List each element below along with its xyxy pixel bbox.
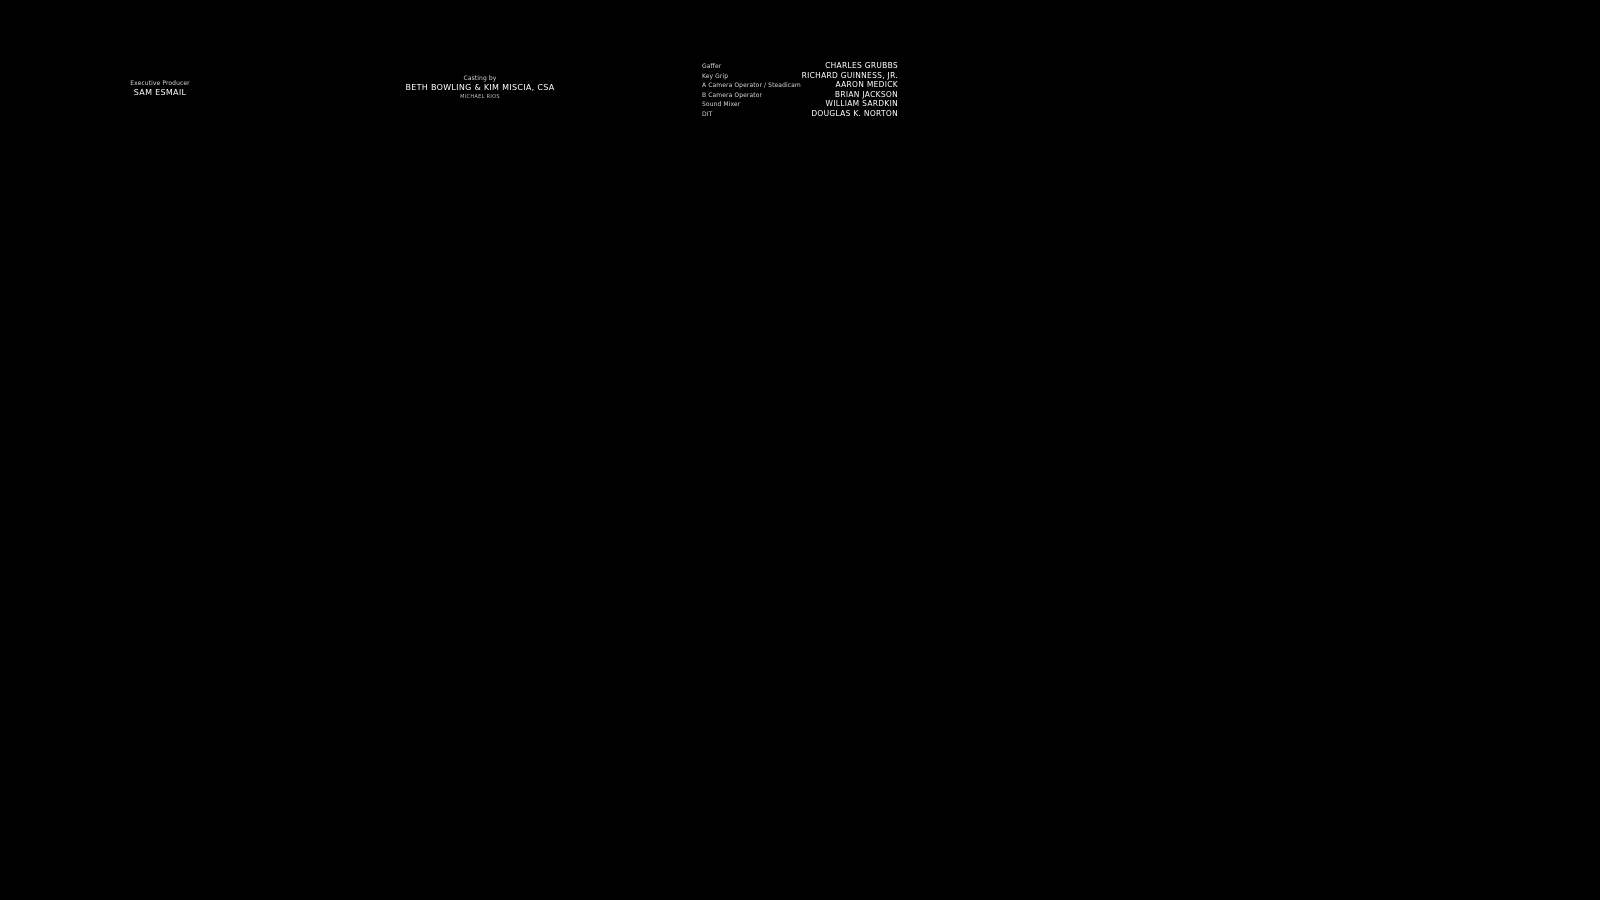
- credit-associate-name: MICHAEL RIOS: [460, 94, 500, 100]
- credit-role: Casting by: [463, 75, 497, 82]
- credit-name: BETH BOWLING & KIM MISCIA, CSA: [405, 83, 555, 92]
- crew-role: DIT: [702, 110, 713, 118]
- credit-role: Executive Producer: [130, 80, 190, 87]
- crew-role: A Camera Operator / Steadicam: [702, 82, 801, 90]
- credit-block-crew: [702, 61, 898, 119]
- crew-row: [702, 109, 898, 119]
- credit-name: SAM ESMAIL: [133, 88, 187, 97]
- crew-name: WILLIAM SARDKIN: [825, 99, 898, 109]
- crew-row: [702, 61, 898, 71]
- crew-row: [702, 80, 898, 90]
- crew-row: [702, 99, 898, 109]
- crew-name: AARON MEDICK: [835, 80, 898, 90]
- crew-role: B Camera Operator: [702, 91, 763, 99]
- crew-row: [702, 71, 898, 81]
- crew-name: BRIAN JACKSON: [834, 89, 898, 99]
- crew-name: CHARLES GRUBBS: [825, 61, 898, 70]
- crew-row: [702, 90, 898, 100]
- crew-role: Sound Mixer: [702, 101, 741, 109]
- credit-block-casting: [400, 75, 560, 101]
- crew-name: RICHARD GUINNESS, JR.: [801, 70, 898, 80]
- credit-block-executive-producer: [100, 80, 220, 98]
- crew-role: Key Grip: [702, 72, 729, 80]
- crew-role: Gaffer: [702, 63, 722, 70]
- crew-name: DOUGLAS K. NORTON: [811, 108, 898, 118]
